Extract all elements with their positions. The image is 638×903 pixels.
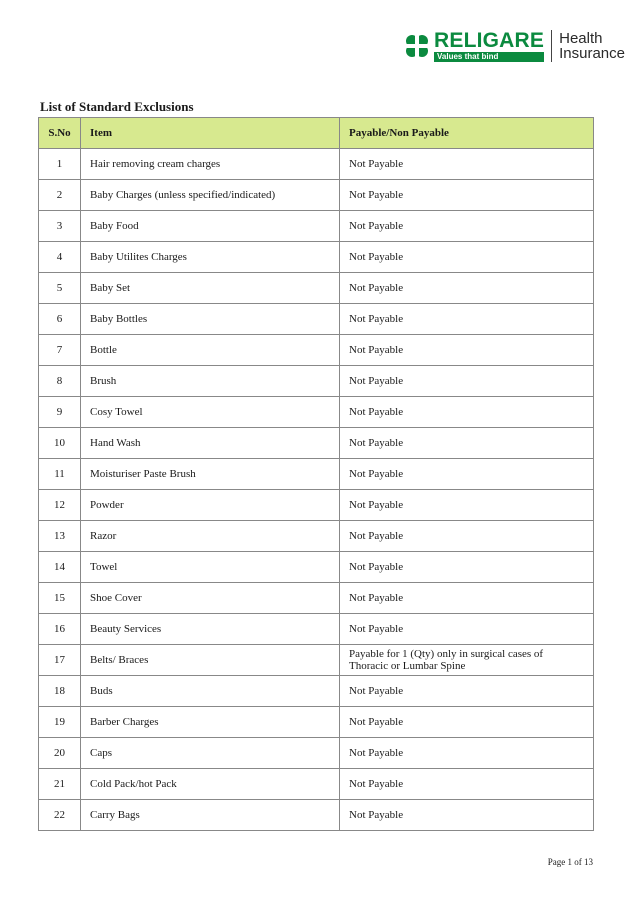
row-sno: 8 <box>39 366 81 397</box>
row-sno: 15 <box>39 583 81 614</box>
table-row <box>39 335 594 366</box>
row-item: Hair removing cream charges <box>81 149 340 180</box>
row-item: Cosy Towel <box>81 397 340 428</box>
row-status: Not Payable <box>340 490 594 521</box>
row-status: Not Payable <box>340 242 594 273</box>
document-title: List of Standard Exclusions <box>40 99 194 114</box>
table-row <box>39 521 594 552</box>
table-row <box>39 645 594 676</box>
row-sno: 7 <box>39 335 81 366</box>
table-row <box>39 211 594 242</box>
row-sno: 9 <box>39 397 81 428</box>
brand-tagline: Values that bind <box>434 52 544 62</box>
product-line-2: Insurance <box>559 45 625 62</box>
row-sno: 18 <box>39 676 81 707</box>
column-header-status: Payable/Non Payable <box>340 118 594 149</box>
row-sno: 19 <box>39 707 81 738</box>
row-item: Baby Bottles <box>81 304 340 335</box>
row-sno: 13 <box>39 521 81 552</box>
row-status: Not Payable <box>340 273 594 304</box>
row-status: Not Payable <box>340 397 594 428</box>
row-status: Not Payable <box>340 800 594 831</box>
table-row <box>39 583 594 614</box>
row-item: Powder <box>81 490 340 521</box>
row-status: Not Payable <box>340 335 594 366</box>
row-status: Not Payable <box>340 583 594 614</box>
row-item: Moisturiser Paste Brush <box>81 459 340 490</box>
table-row <box>39 769 594 800</box>
page-number: Page 1 of 13 <box>547 857 593 867</box>
row-sno: 14 <box>39 552 81 583</box>
row-item: Towel <box>81 552 340 583</box>
row-sno: 21 <box>39 769 81 800</box>
row-item: Cold Pack/hot Pack <box>81 769 340 800</box>
column-header-item: Item <box>81 118 340 149</box>
row-sno: 22 <box>39 800 81 831</box>
table-row <box>39 800 594 831</box>
row-status: Not Payable <box>340 149 594 180</box>
row-status: Not Payable <box>340 738 594 769</box>
table-row <box>39 242 594 273</box>
exclusions-table <box>38 117 594 831</box>
row-item: Brush <box>81 366 340 397</box>
table-row <box>39 149 594 180</box>
table-row <box>39 707 594 738</box>
row-item: Belts/ Braces <box>81 645 340 676</box>
row-sno: 17 <box>39 645 81 676</box>
row-item: Baby Charges (unless specified/indicated) <box>81 180 340 211</box>
table-row <box>39 180 594 211</box>
table-row <box>39 676 594 707</box>
row-sno: 6 <box>39 304 81 335</box>
row-sno: 4 <box>39 242 81 273</box>
row-item: Barber Charges <box>81 707 340 738</box>
table-row <box>39 490 594 521</box>
table-row <box>39 397 594 428</box>
row-status: Not Payable <box>340 521 594 552</box>
row-sno: 16 <box>39 614 81 645</box>
row-status: Not Payable <box>340 676 594 707</box>
row-status: Payable for 1 (Qty) only in surgical cases of Thoracic or Lumbar Spine <box>340 645 594 676</box>
brand-name: RELIGARE <box>434 28 545 52</box>
row-item: Shoe Cover <box>81 583 340 614</box>
religare-logo <box>404 28 625 64</box>
row-item: Baby Food <box>81 211 340 242</box>
row-status: Not Payable <box>340 366 594 397</box>
clover-logo-icon <box>404 33 430 59</box>
row-sno: 12 <box>39 490 81 521</box>
row-status: Not Payable <box>340 304 594 335</box>
row-status: Not Payable <box>340 614 594 645</box>
row-item: Buds <box>81 676 340 707</box>
table-row <box>39 614 594 645</box>
row-sno: 5 <box>39 273 81 304</box>
row-sno: 10 <box>39 428 81 459</box>
brand-block <box>434 28 545 62</box>
table-header-row <box>39 118 594 149</box>
row-sno: 1 <box>39 149 81 180</box>
product-name <box>559 31 625 61</box>
row-item: Caps <box>81 738 340 769</box>
product-line-1: Health <box>559 30 603 47</box>
row-status: Not Payable <box>340 459 594 490</box>
table-row <box>39 304 594 335</box>
table-row <box>39 552 594 583</box>
row-item: Beauty Services <box>81 614 340 645</box>
row-sno: 3 <box>39 211 81 242</box>
column-header-sno: S.No <box>39 118 81 149</box>
row-status: Not Payable <box>340 428 594 459</box>
row-item: Bottle <box>81 335 340 366</box>
row-item: Baby Utilites Charges <box>81 242 340 273</box>
row-status: Not Payable <box>340 707 594 738</box>
row-item: Hand Wash <box>81 428 340 459</box>
row-item: Carry Bags <box>81 800 340 831</box>
row-sno: 2 <box>39 180 81 211</box>
table-row <box>39 366 594 397</box>
table-row <box>39 738 594 769</box>
row-status: Not Payable <box>340 769 594 800</box>
table-row <box>39 273 594 304</box>
row-item: Razor <box>81 521 340 552</box>
row-status: Not Payable <box>340 552 594 583</box>
row-status: Not Payable <box>340 211 594 242</box>
logo-divider <box>551 30 552 62</box>
table-row <box>39 428 594 459</box>
row-status: Not Payable <box>340 180 594 211</box>
table-row <box>39 459 594 490</box>
row-sno: 11 <box>39 459 81 490</box>
row-sno: 20 <box>39 738 81 769</box>
row-item: Baby Set <box>81 273 340 304</box>
